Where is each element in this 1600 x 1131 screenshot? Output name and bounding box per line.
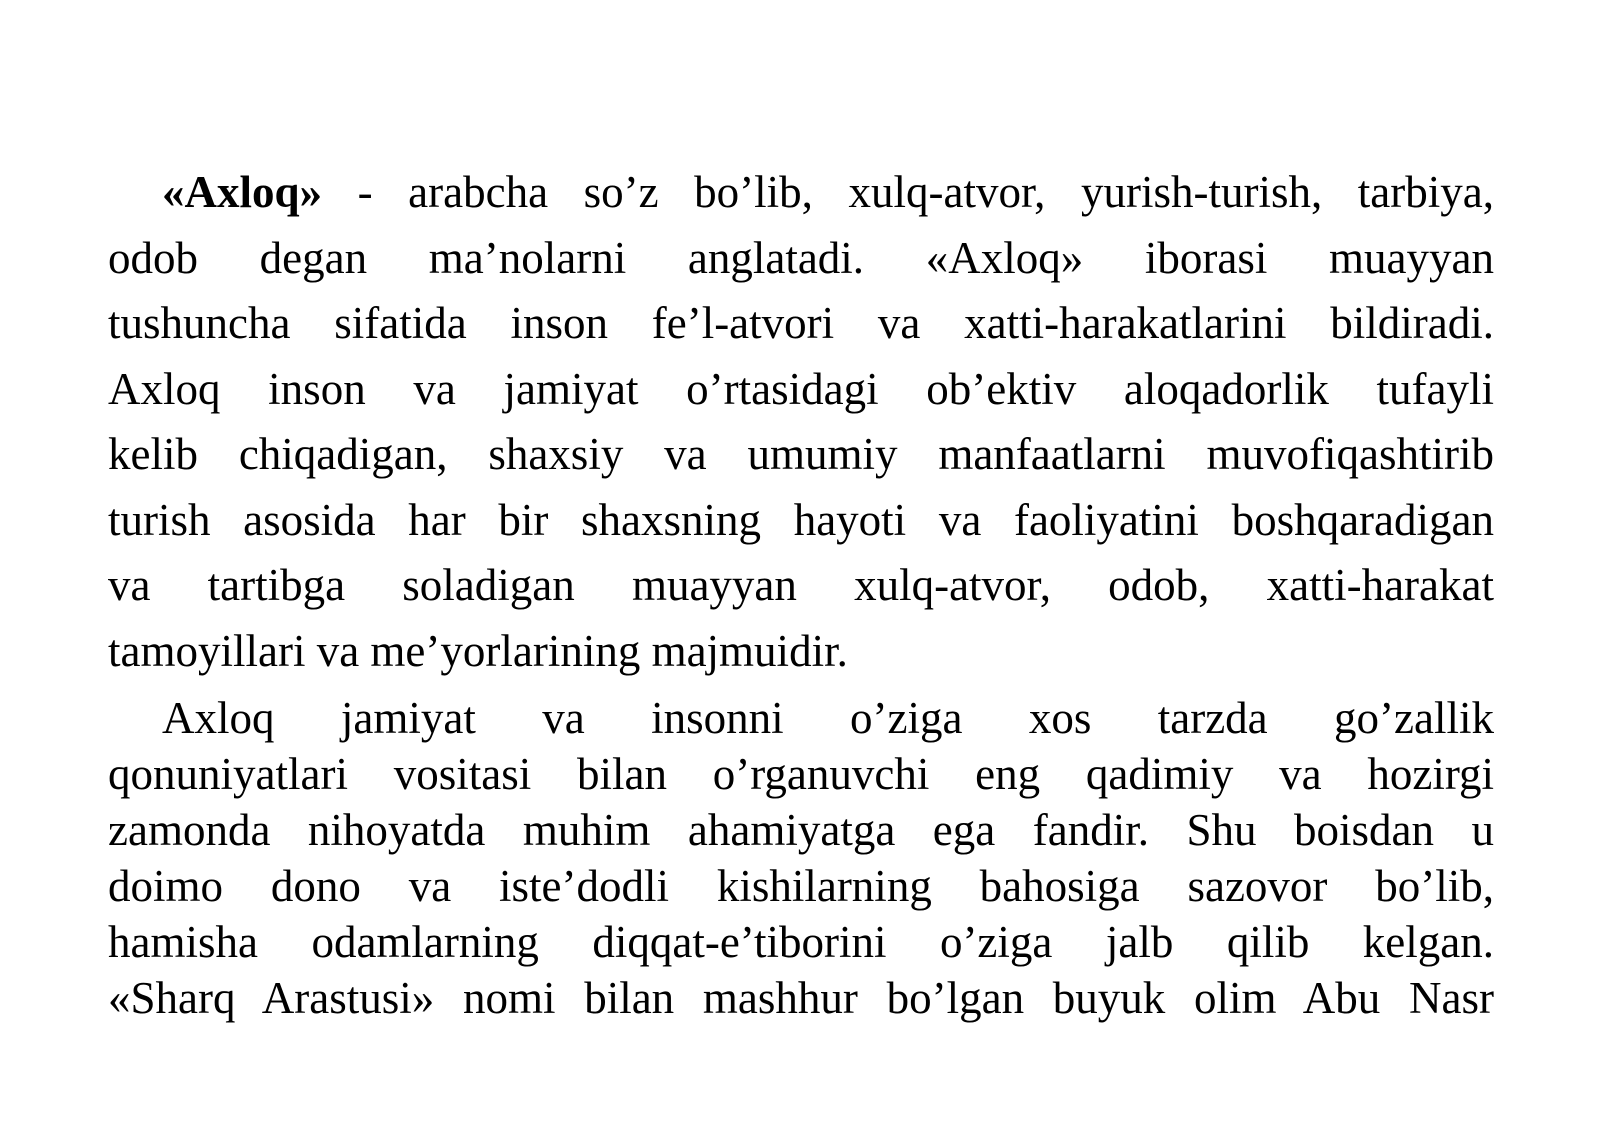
paragraph-line: hamisha odamlarning diqqat-e’tiborini o’ziga jalb qilib kelgan. [108, 917, 1494, 967]
line-text: - arabcha so’z bo’lib, xulq-atvor, yurish-turish, tarbiya, [322, 167, 1494, 217]
paragraph-line: qonuniyatlari vositasi bilan o’rganuvchi eng qadimiy va hozirgi [108, 749, 1494, 799]
paragraph-line: Axloq inson va jamiyat o’rtasidagi ob’ektiv aloqadorlik tufayli [108, 363, 1494, 414]
paragraph-line: Axloq jamiyat va insonni o’ziga xos tarzda go’zallik [162, 693, 1494, 743]
paragraph-line: va tartibga soladigan muayyan xulq-atvor, odob, xatti-harakat [108, 560, 1494, 610]
paragraph-line: «Sharq Arastusi» nomi bilan mashhur bo’lgan buyuk olim Abu Nasr [108, 973, 1494, 1023]
paragraph-line: zamonda nihoyatda muhim ahamiyatga ega fandir. Shu boisdan u [108, 805, 1494, 855]
paragraph-line: turish asosida har bir shaxsning hayoti va faoliyatini boshqaradigan [108, 494, 1494, 545]
paragraph-line: odob degan ma’nolarni anglatadi. «Axloq» iborasi muayyan [108, 232, 1494, 283]
paragraph-line: kelib chiqadigan, shaxsiy va umumiy manfaatlarni muvofiqashtirib [108, 429, 1494, 479]
paragraph-axloq-science [108, 690, 1494, 1026]
term-axloq: «Axloq» [162, 167, 323, 217]
paragraph-axloq-definition [108, 160, 1494, 684]
paragraph-line [108, 160, 1494, 226]
paragraph-line: doimo dono va iste’dodli kishilarning bahosiga sazovor bo’lib, [108, 861, 1494, 911]
paragraph-line: tushuncha sifatida inson fe’l-atvori va xatti-harakatlarini bildiradi. [108, 298, 1494, 348]
paragraph-line: tamoyillari va me’yorlarining majmuidir. [108, 625, 848, 676]
